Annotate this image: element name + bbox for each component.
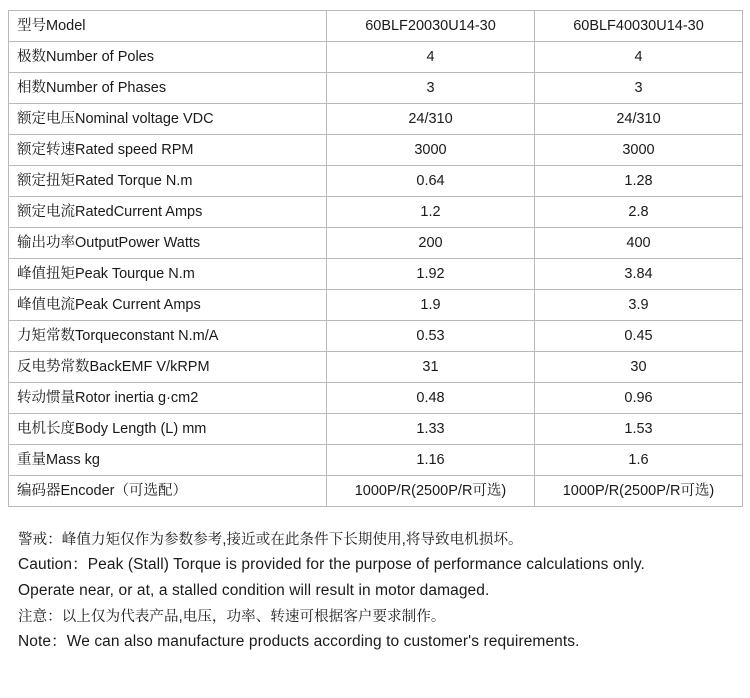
table-row	[9, 11, 743, 42]
row-label: 编码器Encoder（可选配）	[9, 476, 327, 507]
table-row	[9, 135, 743, 166]
row-value-model-2: 1.53	[535, 414, 743, 445]
row-value-model-2: 1.6	[535, 445, 743, 476]
spec-table-body	[9, 11, 743, 507]
table-row	[9, 445, 743, 476]
row-value-model-1: 1.92	[327, 259, 535, 290]
row-value-model-2: 0.45	[535, 321, 743, 352]
row-value-model-1: 0.64	[327, 166, 535, 197]
row-value-model-1: 4	[327, 42, 535, 73]
table-row	[9, 104, 743, 135]
row-value-model-1: 60BLF20030U14-30	[327, 11, 535, 42]
row-value-model-1: 31	[327, 352, 535, 383]
row-value-model-1: 1.16	[327, 445, 535, 476]
row-label: 额定扭矩Rated Torque N.m	[9, 166, 327, 197]
table-row	[9, 383, 743, 414]
row-label: 型号Model	[9, 11, 327, 42]
row-label: 极数Number of Poles	[9, 42, 327, 73]
row-value-model-1: 24/310	[327, 104, 535, 135]
row-value-model-2: 3.9	[535, 290, 743, 321]
table-row	[9, 259, 743, 290]
row-label: 输出功率OutputPower Watts	[9, 228, 327, 259]
row-label: 峰值电流Peak Current Amps	[9, 290, 327, 321]
table-row	[9, 166, 743, 197]
table-row	[9, 476, 743, 507]
row-value-model-1: 3	[327, 73, 535, 104]
row-value-model-1: 3000	[327, 135, 535, 166]
row-label: 额定转速Rated speed RPM	[9, 135, 327, 166]
row-value-model-1: 200	[327, 228, 535, 259]
note-en: Note：We can also manufacture products according to customer's requirements.	[18, 632, 580, 650]
note-cn: 注意：以上仅为代表产品,电压，功率、转速可根据客户要求制作。	[18, 608, 446, 625]
caution-note-cn: 警戒：峰值力矩仅作为参数参考,接近或在此条件下长期使用,将导致电机损坏。	[18, 532, 523, 548]
table-row	[9, 290, 743, 321]
row-label: 相数Number of Phases	[9, 73, 327, 104]
row-label: 额定电流RatedCurrent Amps	[9, 197, 327, 228]
row-value-model-2: 3000	[535, 135, 743, 166]
table-row	[9, 414, 743, 445]
row-label: 力矩常数Torqueconstant N.m/A	[9, 321, 327, 352]
row-value-model-1: 1.2	[327, 197, 535, 228]
caution-note-en-line2: Operate near, or at, a stalled condition will result in motor damaged.	[18, 582, 490, 600]
row-value-model-2: 3.84	[535, 259, 743, 290]
table-row	[9, 352, 743, 383]
row-label: 峰值扭矩Peak Tourque N.m	[9, 259, 327, 290]
row-value-model-2: 1000P/R(2500P/R可选)	[535, 476, 743, 507]
row-value-model-1: 1.33	[327, 414, 535, 445]
table-row	[9, 321, 743, 352]
motor-spec-table	[8, 10, 743, 507]
row-value-model-1: 1000P/R(2500P/R可选)	[327, 476, 535, 507]
row-value-model-1: 1.9	[327, 290, 535, 321]
row-label: 电机长度Body Length (L) mm	[9, 414, 327, 445]
table-row	[9, 73, 743, 104]
row-value-model-2: 30	[535, 352, 743, 383]
row-label: 转动惯量Rotor inertia g·cm2	[9, 383, 327, 414]
row-value-model-2: 3	[535, 73, 743, 104]
row-value-model-2: 2.8	[535, 197, 743, 228]
row-value-model-2: 0.96	[535, 383, 743, 414]
table-row	[9, 228, 743, 259]
row-value-model-2: 60BLF40030U14-30	[535, 11, 743, 42]
row-value-model-2: 400	[535, 228, 743, 259]
row-value-model-2: 24/310	[535, 104, 743, 135]
table-row	[9, 197, 743, 228]
row-label: 反电势常数BackEMF V/kRPM	[9, 352, 327, 383]
row-value-model-1: 0.48	[327, 383, 535, 414]
row-value-model-2: 4	[535, 42, 743, 73]
caution-note-en-line1: Caution：Peak (Stall) Torque is provided for the purpose of performance calculations only.	[18, 556, 645, 574]
row-value-model-1: 0.53	[327, 321, 535, 352]
footnotes	[8, 529, 742, 654]
row-label: 额定电压Nominal voltage VDC	[9, 104, 327, 135]
row-label: 重量Mass kg	[9, 445, 327, 476]
table-row	[9, 42, 743, 73]
row-value-model-2: 1.28	[535, 166, 743, 197]
